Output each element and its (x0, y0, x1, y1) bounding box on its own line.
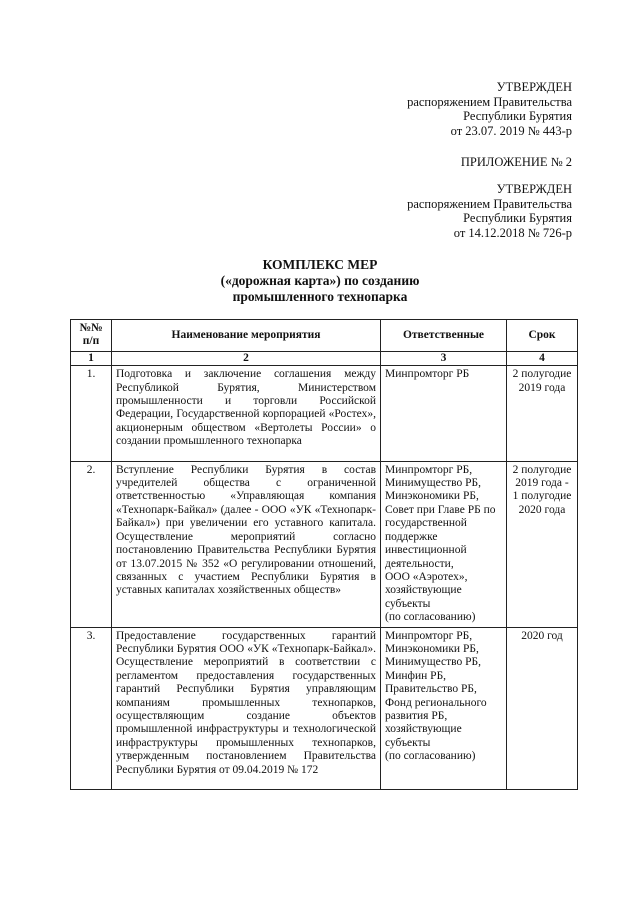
responsible-party: Совет при Главе РБ по государственной поддержке инвестиционной деятельности, (385, 503, 496, 570)
title-line: КОМПЛЕКС МЕР (262, 257, 378, 272)
term-line: 2019 года (518, 381, 566, 394)
term-line: 2020 год (521, 629, 563, 642)
col-header-responsible: Ответственные (381, 320, 507, 352)
table-row (71, 366, 578, 461)
responsible-party: хозяйствующие субъекты (385, 723, 462, 749)
approval-line: от 14.12.2018 № 726-р (453, 225, 572, 240)
approval-stamp-2 (407, 182, 572, 240)
approval-line: Республики Бурятия (463, 109, 572, 123)
row-number: 2. (71, 461, 112, 627)
responsible-party: Минэкономики РБ, (385, 642, 479, 655)
col-header-number: №№ п/п (71, 320, 112, 352)
row-number: 1. (71, 366, 112, 461)
term-line: 2 полугодие (512, 368, 572, 381)
responsible-party: Правительство РБ, (385, 683, 477, 696)
responsible-party: Минфин РБ, (385, 669, 447, 682)
approval-title: УТВЕРЖДЕН (496, 182, 572, 196)
col-header-term: Срок (507, 320, 578, 352)
responsible-party: Минпромторг РБ, (385, 629, 473, 642)
responsible-party: Минэкономики РБ, (385, 490, 479, 503)
responsible-party: (по согласованию) (385, 750, 476, 763)
column-index: 1 (71, 351, 112, 365)
column-index-row (71, 351, 578, 365)
responsible-party: хозяйствующие субъекты (385, 584, 462, 610)
responsible-party: Минимущество РБ, (385, 656, 481, 669)
approval-stamp-1 (407, 80, 572, 138)
title-line: («дорожная карта») по созданию (220, 273, 420, 288)
approval-line: распоряжением Правительства (407, 94, 572, 109)
measure-description: Подготовка и заключение соглашения между Республикой Бурятия, Министерством промышленности и торговли Российской Федерации, Государственной корпорацией «Ростех», акционерным обществом «Вертолеты России» о создании промышленного технопарка (112, 366, 381, 461)
table-row (71, 627, 578, 789)
responsible-party: Минимущество РБ, (385, 477, 481, 490)
responsible-party: ООО «Аэротех», (385, 570, 468, 583)
term-line: 1 полугодие (512, 490, 572, 503)
term-line: 2 полугодие (512, 463, 572, 476)
approval-line: распоряжением Правительства (407, 196, 572, 211)
column-index: 3 (381, 351, 507, 365)
term-line: 2019 года - (515, 477, 569, 490)
responsible-party: Фонд регионального развития РБ, (385, 696, 487, 722)
row-number: 3. (71, 627, 112, 789)
responsible-cell (381, 627, 507, 789)
measure-description: Предоставление государственных гарантий Республики Бурятия ООО «УК «Технопарк-Байкал». Осуществление мероприятий в соответствии с регламентом предоставления государственных гарантий Республики Бурятия управляющим компаниям промышленных технопарков, осуществляющим создание объектов промышленной инфраструктуры и технологической инфраструктуры промышленных технопарков, утвержденным постановлением Правительства Республики Бурятия от 09.04.2019 № 172 (112, 627, 381, 789)
title-line: промышленного технопарка (232, 289, 408, 304)
responsible-party: Минпромторг РБ, (385, 463, 473, 476)
approval-line: от 23.07. 2019 № 443-р (450, 123, 572, 138)
measure-description: Вступление Республики Бурятия в состав учредителей общества с ограниченной ответственностью «Управляющая компания «Технопарк-Байкал» (далее - ООО «УК «Технопарк-Байкал») при увеличении его уставного капитала. Осуществление мероприятий согласно постановлению Правительства Республики Бурятия от 13.07.2015 № 352 «О регулировании отношений, связанных с участием Республики Бурятия в уставных капиталах хозяйственных обществ» (112, 461, 381, 627)
term-cell (507, 366, 578, 461)
measures-table (70, 319, 578, 790)
document-title (0, 257, 640, 305)
column-index: 4 (507, 351, 578, 365)
term-line: 2020 года (518, 503, 566, 516)
column-index: 2 (112, 351, 381, 365)
term-cell (507, 461, 578, 627)
approval-line: Республики Бурятия (463, 211, 572, 225)
responsible-cell (381, 461, 507, 627)
term-cell (507, 627, 578, 789)
responsible-cell (381, 366, 507, 461)
appendix-label: ПРИЛОЖЕНИЕ № 2 (460, 155, 572, 169)
table-row (71, 461, 578, 627)
approval-title: УТВЕРЖДЕН (496, 80, 572, 94)
responsible-party: Минпромторг РБ (385, 368, 470, 381)
col-header-measure: Наименование мероприятия (112, 320, 381, 352)
responsible-party: (по согласованию) (385, 611, 476, 624)
table-header-row (71, 320, 578, 352)
